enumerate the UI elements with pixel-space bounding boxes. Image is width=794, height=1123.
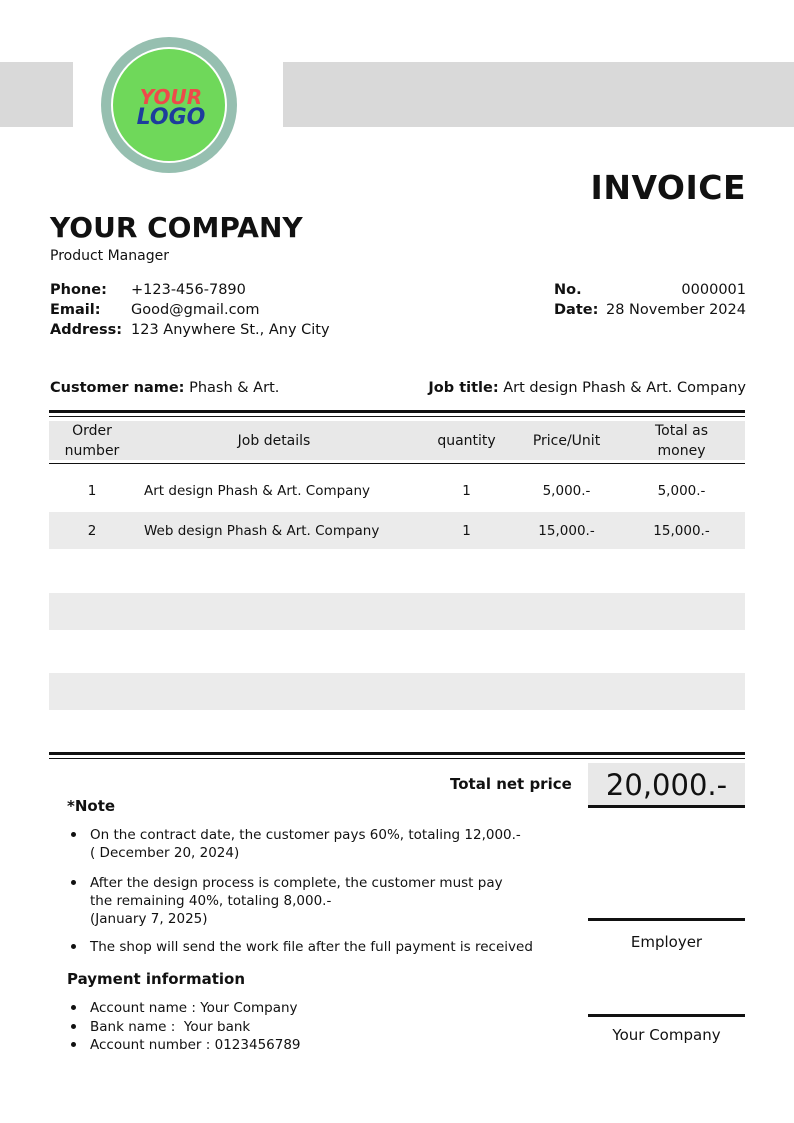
job-title-value: Art design Phash & Art. Company <box>503 380 746 396</box>
job-title <box>428 380 746 396</box>
table-row <box>49 512 745 549</box>
row-price: 15,000.- <box>538 522 595 539</box>
row-quantity: 1 <box>462 482 471 499</box>
customer-name-value: Phash & Art. <box>189 380 280 396</box>
contact-email-value: Good@gmail.com <box>131 302 260 318</box>
empty-table-row <box>49 673 745 710</box>
payment-info-title: Payment information <box>67 970 246 988</box>
table-bottom-rule-thin <box>49 758 745 759</box>
row-details: Art design Phash & Art. Company <box>144 482 370 499</box>
contact-block <box>50 280 330 340</box>
invoice-number-label: No. <box>554 282 582 298</box>
row-quantity: 1 <box>462 522 471 539</box>
row-order: 2 <box>87 522 97 539</box>
contact-email <box>50 300 330 320</box>
note-item: The shop will send the work file after the full payment is received <box>67 938 537 956</box>
table-row <box>49 472 745 509</box>
job-title-label: Job title: <box>428 380 499 396</box>
company-logo <box>101 37 237 173</box>
header-price-unit: Price/Unit <box>532 432 601 449</box>
employer-signature-line <box>588 918 745 921</box>
table-bottom-rule <box>49 752 745 755</box>
header-band-right <box>283 62 794 127</box>
payment-account-name: Account name : Your Company <box>67 999 301 1018</box>
invoice-number-row <box>520 280 746 300</box>
contact-phone-label: Phone: <box>50 282 107 298</box>
row-total: 5,000.- <box>657 482 706 499</box>
company-signature-line <box>588 1014 745 1017</box>
header-band-left <box>0 62 73 127</box>
contact-phone-value: +123-456-7890 <box>131 282 246 298</box>
contact-phone <box>50 280 330 300</box>
total-underline <box>588 805 745 808</box>
employer-signature-label: Employer <box>630 933 703 951</box>
invoice-date-label: Date: <box>554 302 599 318</box>
table-header <box>49 421 745 460</box>
row-total: 15,000.- <box>653 522 710 539</box>
note-item: After the design process is complete, the customer must pay the remaining 40%, totaling 8,000.- (January 7, 2025) <box>67 874 537 938</box>
invoice-info <box>520 280 746 320</box>
payment-account-number: Account number : 0123456789 <box>67 1036 301 1055</box>
row-price: 5,000.- <box>542 482 591 499</box>
invoice-number: 0000001 <box>681 282 746 298</box>
table-top-rule <box>49 410 745 413</box>
customer-name <box>50 380 279 396</box>
note-item: On the contract date, the customer pays 60%, totaling 12,000.- ( December 20, 2024) <box>67 826 537 874</box>
header-quantity: quantity <box>437 432 496 449</box>
row-details: Web design Phash & Art. Company <box>144 522 380 539</box>
table-top-rule-thin <box>49 416 745 417</box>
contact-address <box>50 320 330 340</box>
invoice-date: 28 November 2024 <box>605 302 746 318</box>
table-header-rule <box>49 463 745 464</box>
contact-address-label: Address: <box>50 322 123 338</box>
customer-name-label: Customer name: <box>50 380 185 396</box>
company-name: YOUR COMPANY <box>50 211 303 244</box>
company-role: Product Manager <box>50 248 169 264</box>
header-total: Total as money <box>654 422 709 459</box>
note-title: *Note <box>67 797 116 815</box>
empty-table-row <box>49 593 745 630</box>
header-job-details: Job details <box>237 432 311 449</box>
invoice-date-row <box>520 300 746 320</box>
row-order: 1 <box>87 482 97 499</box>
company-signature-label: Your Company <box>612 1026 721 1044</box>
document-title: INVOICE <box>590 168 746 207</box>
logo-text-your: YOUR <box>139 85 203 109</box>
payment-info-list <box>67 999 301 1055</box>
header-order-number: Order number <box>64 422 120 459</box>
note-list <box>67 826 537 956</box>
payment-bank-name: Bank name : Your bank <box>67 1018 301 1037</box>
contact-email-label: Email: <box>50 302 101 318</box>
contact-address-value: 123 Anywhere St., Any City <box>131 322 330 338</box>
logo-text-logo: LOGO <box>136 105 206 130</box>
total-net-price-value: 20,000.- <box>588 763 745 806</box>
total-net-price-label: Total net price <box>450 775 572 793</box>
